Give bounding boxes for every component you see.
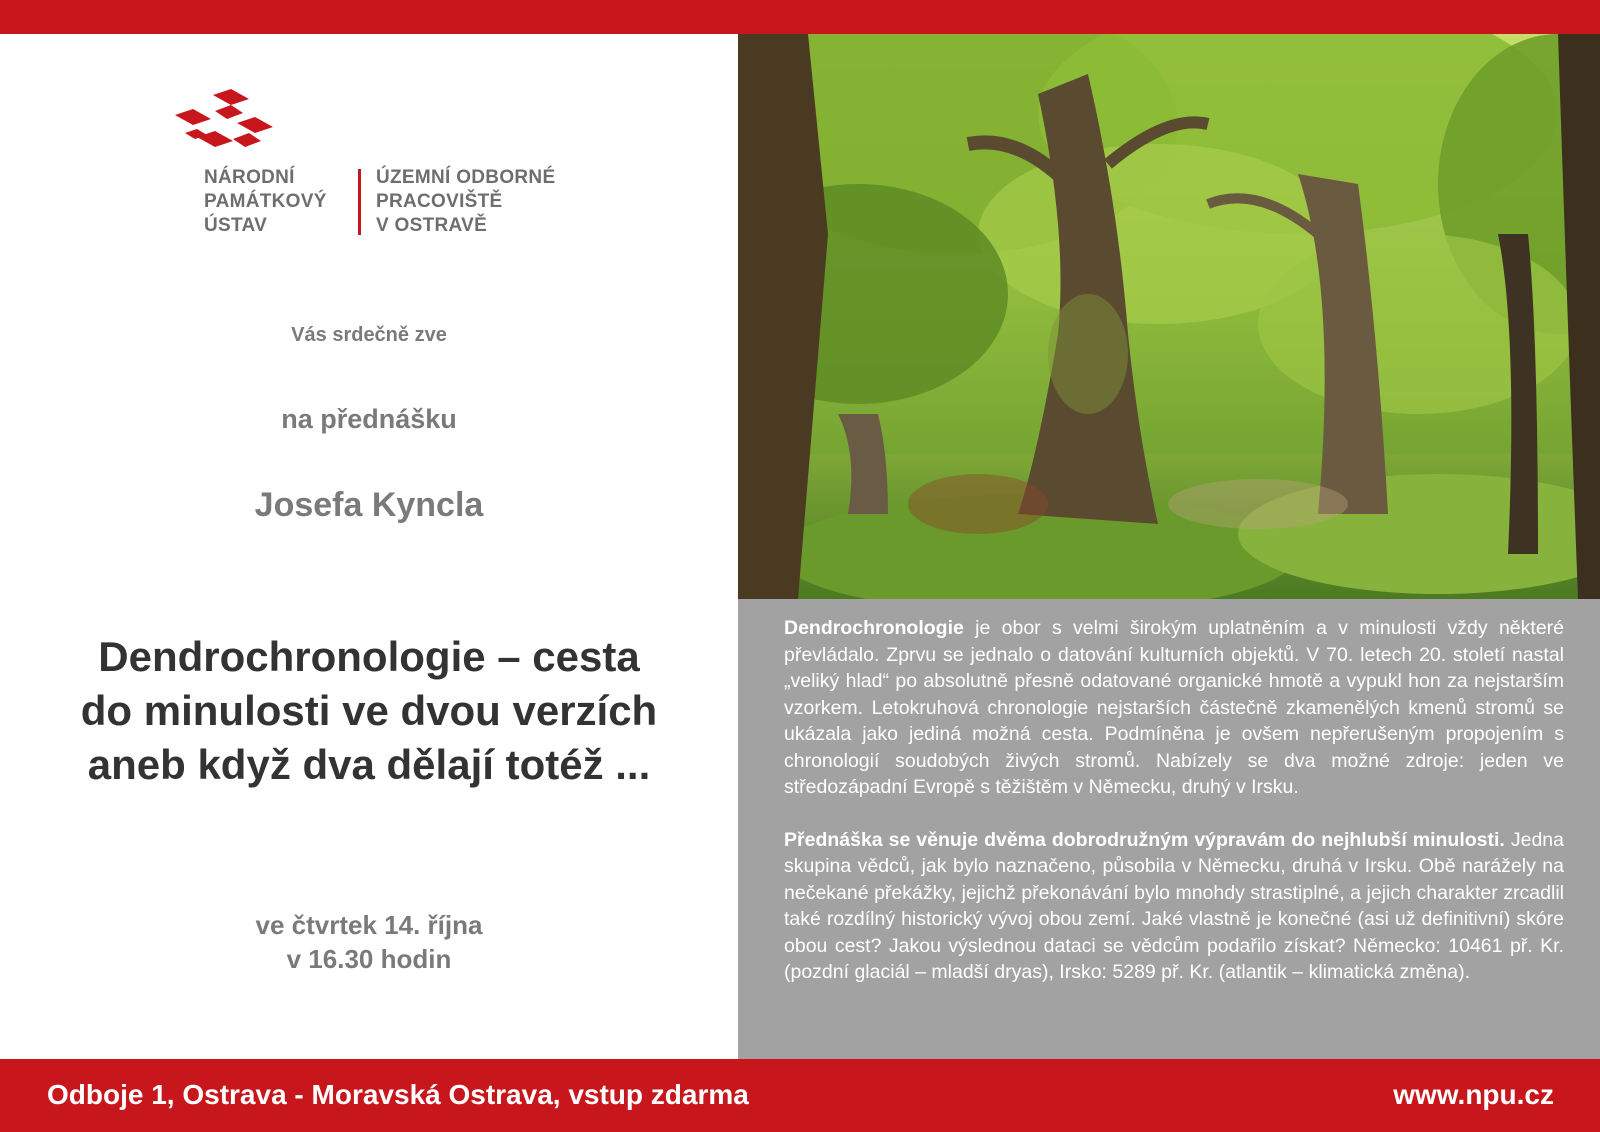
- npu-logo-icon: [175, 89, 285, 169]
- speaker-name: Josefa Kyncla: [254, 486, 484, 524]
- event-date: ve čtvrtek 14. října: [255, 910, 483, 940]
- description-p2-text: Jedna skupina vědců, jak bylo naznačeno, působila v Německu, druhá v Irsku. Obě narážely na nečekané překážky, jejichž překonávání bylo mnohdy strastiplné, a jejich charakter zrcadlil také rozdílný historický vývoj obou zemí. Jaké vlastně je konečné (asi už definitivní) skóre obou cest? Jakou výslednou dataci se vědcům podařilo získat? Německo: 10461 př. Kr. (pozdní glaciál – mladší dryas), Irsko: 5289 př. Kr. (atlantik – klimatická změna).: [784, 828, 1564, 983]
- title-line: aneb když dva dělají totéž ...: [87, 741, 651, 788]
- description-p1-text: je obor s velmi širokým uplatněním a v minulosti vždy některé převládalo. Zprvu se jednalo o datování kulturních objektů. V 70. letech 20. století nastal „veliký hlad“ po absolutně přesně odatované organické hmotě a vypukl hon za nejstarším vzorkem. Letokruhová chronologie nejstarších částečně zkamenělých kmenů stromů se ukázala jako jediná možná cesta. Podmíněna je ovšem nepřerušeným propojením s chronologií soudobých živých stromů. Nabízely se dva možné zdroje: jeden ve středozápadní Evropě s těžištěm v Německu, druhý v Irsku.: [784, 617, 1564, 798]
- org-name: NÁRODNÍ PAMÁTKOVÝ ÚSTAV: [204, 167, 327, 236]
- description-p1-bold: Dendrochronologie: [784, 617, 964, 639]
- invite-intro: Vás srdečně zve: [291, 324, 447, 346]
- website-link[interactable]: www.npu.cz: [1393, 1079, 1554, 1110]
- top-red-bar: [0, 0, 1600, 34]
- footer-bar: [0, 1059, 1600, 1132]
- lecture-title: [0, 630, 738, 792]
- description-p2-bold: Přednáška se věnuje dvěma dobrodružným výpravám do nejhlubší minulosti.: [784, 828, 1505, 851]
- description-paragraph-2: [784, 827, 1564, 986]
- venue-address: Odboje 1, Ostrava - Moravská Ostrava, vstup zdarma: [47, 1079, 749, 1110]
- event-time: v 16.30 hodin: [286, 944, 452, 974]
- event-datetime: [0, 908, 738, 976]
- title-line: do minulosti ve dvou verzích: [80, 687, 658, 734]
- description-panel: [738, 599, 1600, 1059]
- org-divider: [358, 169, 361, 235]
- forest-photo: [738, 34, 1600, 599]
- invitation-panel: [0, 34, 738, 1059]
- event-type: na přednášku: [281, 404, 457, 434]
- title-line: Dendrochronologie – cesta: [98, 633, 640, 680]
- org-branch: ÚZEMNÍ ODBORNÉ PRACOVIŠTĚ V OSTRAVĚ: [376, 167, 556, 236]
- description-paragraph-1: [784, 615, 1564, 801]
